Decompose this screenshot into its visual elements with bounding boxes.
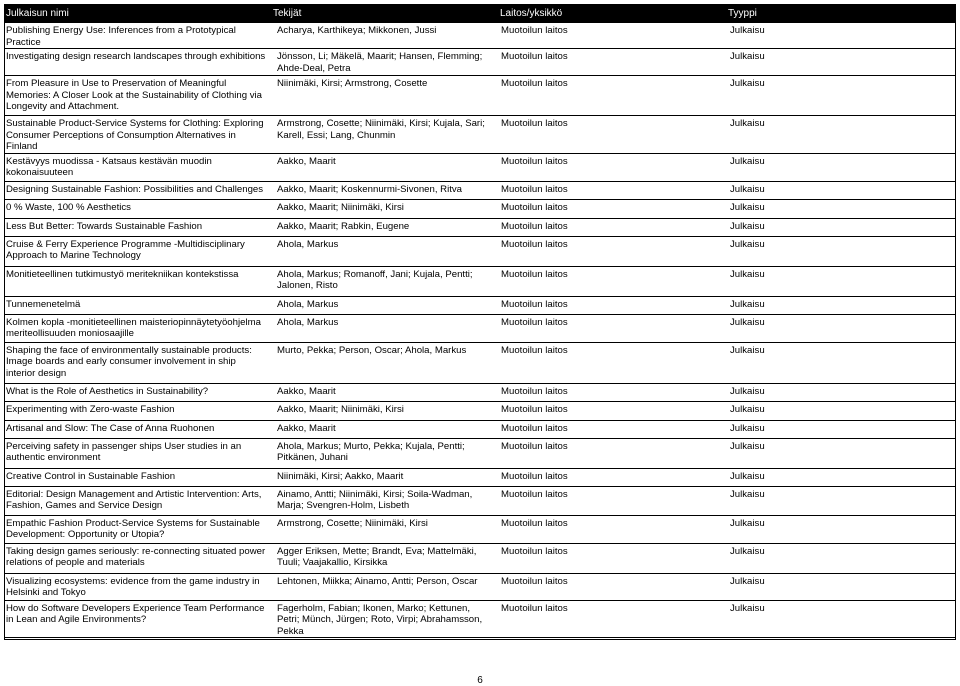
- table-row: [5, 116, 956, 154]
- table-row: [5, 266, 956, 296]
- table-row: [5, 573, 956, 600]
- publication-title-cell: Designing Sustainable Fashion: Possibilities and Challenges: [5, 181, 272, 199]
- table-row: [5, 49, 956, 76]
- department-cell: Muotoilun laitos: [499, 116, 727, 154]
- publications-table-frame: [4, 4, 956, 640]
- table-row: [5, 543, 956, 573]
- department-cell: Muotoilun laitos: [499, 181, 727, 199]
- publication-title-cell: What is the Role of Aesthetics in Sustainability?: [5, 383, 272, 401]
- department-cell: Muotoilun laitos: [499, 23, 727, 49]
- table-row: [5, 486, 956, 515]
- department-cell: Muotoilun laitos: [499, 76, 727, 116]
- type-cell: Julkaisu: [727, 296, 956, 314]
- publication-title-cell: Taking design games seriously: re-connecting situated power relations of people and materials: [5, 543, 272, 573]
- publication-title-cell: Sustainable Product-Service Systems for Clothing: Exploring Consumer Perceptions of Consumption Alternatives in Finland: [5, 116, 272, 154]
- type-cell: Julkaisu: [727, 420, 956, 438]
- type-cell: Julkaisu: [727, 600, 956, 638]
- authors-cell: Niinimäki, Kirsi; Armstrong, Cosette: [272, 76, 499, 116]
- type-cell: Julkaisu: [727, 401, 956, 420]
- table-row: [5, 468, 956, 486]
- table-row: [5, 199, 956, 218]
- authors-cell: Niinimäki, Kirsi; Aakko, Maarit: [272, 468, 499, 486]
- type-cell: Julkaisu: [727, 199, 956, 218]
- authors-cell: Ahola, Markus: [272, 236, 499, 266]
- type-cell: Julkaisu: [727, 116, 956, 154]
- header-publication-name: Julkaisun nimi: [5, 5, 272, 23]
- publication-title-cell: Kolmen kopla -monitieteellinen maisteriopinnäytetyöohjelma meriteollisuuden moniosaajille: [5, 314, 272, 342]
- type-cell: Julkaisu: [727, 515, 956, 543]
- authors-cell: Aakko, Maarit; Rabkin, Eugene: [272, 218, 499, 236]
- department-cell: Muotoilun laitos: [499, 218, 727, 236]
- publication-title-cell: Visualizing ecosystems: evidence from the game industry in Helsinki and Tokyo: [5, 573, 272, 600]
- authors-cell: Fagerholm, Fabian; Ikonen, Marko; Kettunen, Petri; Münch, Jürgen; Roto, Virpi; Abrahamsson, Pekka: [272, 600, 499, 638]
- table-row: [5, 401, 956, 420]
- authors-cell: Aakko, Maarit: [272, 153, 499, 181]
- publication-title-cell: Experimenting with Zero-waste Fashion: [5, 401, 272, 420]
- type-cell: Julkaisu: [727, 236, 956, 266]
- authors-cell: Aakko, Maarit: [272, 420, 499, 438]
- type-cell: Julkaisu: [727, 49, 956, 76]
- table-row: [5, 342, 956, 383]
- publication-title-cell: Investigating design research landscapes through exhibitions: [5, 49, 272, 76]
- type-cell: Julkaisu: [727, 76, 956, 116]
- authors-cell: Aakko, Maarit; Niinimäki, Kirsi: [272, 401, 499, 420]
- authors-cell: Acharya, Karthikeya; Mikkonen, Jussi: [272, 23, 499, 49]
- publication-title-cell: Kestävyys muodissa - Katsaus kestävän muodin kokonaisuuteen: [5, 153, 272, 181]
- department-cell: Muotoilun laitos: [499, 486, 727, 515]
- department-cell: Muotoilun laitos: [499, 438, 727, 468]
- authors-cell: Ahola, Markus; Murto, Pekka; Kujala, Pentti; Pitkänen, Juhani: [272, 438, 499, 468]
- type-cell: Julkaisu: [727, 573, 956, 600]
- table-body: [5, 23, 956, 638]
- authors-cell: Lehtonen, Miikka; Ainamo, Antti; Person, Oscar: [272, 573, 499, 600]
- table-row: [5, 383, 956, 401]
- department-cell: Muotoilun laitos: [499, 420, 727, 438]
- type-cell: Julkaisu: [727, 383, 956, 401]
- authors-cell: Armstrong, Cosette; Niinimäki, Kirsi; Kujala, Sari; Karell, Essi; Lang, Chunmin: [272, 116, 499, 154]
- table-row: [5, 600, 956, 638]
- table-row: [5, 438, 956, 468]
- department-cell: Muotoilun laitos: [499, 515, 727, 543]
- header-authors: Tekijät: [272, 5, 499, 23]
- publication-title-cell: Tunnemenetelmä: [5, 296, 272, 314]
- table-row: [5, 181, 956, 199]
- department-cell: Muotoilun laitos: [499, 199, 727, 218]
- department-cell: Muotoilun laitos: [499, 314, 727, 342]
- type-cell: Julkaisu: [727, 218, 956, 236]
- department-cell: Muotoilun laitos: [499, 236, 727, 266]
- type-cell: Julkaisu: [727, 181, 956, 199]
- type-cell: Julkaisu: [727, 486, 956, 515]
- page-number: 6: [477, 675, 483, 686]
- publication-title-cell: Editorial: Design Management and Artistic Intervention: Arts, Fashion, Games and Service Design: [5, 486, 272, 515]
- publication-title-cell: How do Software Developers Experience Team Performance in Lean and Agile Environments?: [5, 600, 272, 638]
- publication-title-cell: Publishing Energy Use: Inferences from a Prototypical Practice: [5, 23, 272, 49]
- publication-title-cell: Creative Control in Sustainable Fashion: [5, 468, 272, 486]
- department-cell: Muotoilun laitos: [499, 342, 727, 383]
- publication-title-cell: 0 % Waste, 100 % Aesthetics: [5, 199, 272, 218]
- department-cell: Muotoilun laitos: [499, 49, 727, 76]
- publication-title-cell: Shaping the face of environmentally sustainable products: Image boards and early consumer involvement in ship interior design: [5, 342, 272, 383]
- publication-title-cell: Artisanal and Slow: The Case of Anna Ruohonen: [5, 420, 272, 438]
- type-cell: Julkaisu: [727, 314, 956, 342]
- department-cell: Muotoilun laitos: [499, 296, 727, 314]
- table-header-row: [5, 5, 956, 23]
- publications-table: [5, 5, 956, 638]
- table-row: [5, 153, 956, 181]
- table-row: [5, 515, 956, 543]
- table-row: [5, 314, 956, 342]
- department-cell: Muotoilun laitos: [499, 153, 727, 181]
- authors-cell: Armstrong, Cosette; Niinimäki, Kirsi: [272, 515, 499, 543]
- authors-cell: Ahola, Markus: [272, 314, 499, 342]
- authors-cell: Ahola, Markus: [272, 296, 499, 314]
- publication-title-cell: Perceiving safety in passenger ships User studies in an authentic environment: [5, 438, 272, 468]
- authors-cell: Aakko, Maarit; Niinimäki, Kirsi: [272, 199, 499, 218]
- type-cell: Julkaisu: [727, 266, 956, 296]
- type-cell: Julkaisu: [727, 468, 956, 486]
- publication-title-cell: Less But Better: Towards Sustainable Fashion: [5, 218, 272, 236]
- table-row: [5, 76, 956, 116]
- publication-title-cell: From Pleasure in Use to Preservation of Meaningful Memories: A Closer Look at the Sustainability of Clothing via Longevity and Attachment.: [5, 76, 272, 116]
- department-cell: Muotoilun laitos: [499, 401, 727, 420]
- publication-title-cell: Cruise & Ferry Experience Programme -Multidisciplinary Approach to Marine Technology: [5, 236, 272, 266]
- type-cell: Julkaisu: [727, 342, 956, 383]
- type-cell: Julkaisu: [727, 543, 956, 573]
- authors-cell: Agger Eriksen, Mette; Brandt, Eva; Mattelmäki, Tuuli; Vaajakallio, Kirsikka: [272, 543, 499, 573]
- header-type: Tyyppi: [727, 5, 956, 23]
- publication-title-cell: Monitieteellinen tutkimustyö meritekniikan kontekstissa: [5, 266, 272, 296]
- type-cell: Julkaisu: [727, 23, 956, 49]
- header-department: Laitos/yksikkö: [499, 5, 727, 23]
- authors-cell: Ainamo, Antti; Niinimäki, Kirsi; Soila-Wadman, Marja; Svengren-Holm, Lisbeth: [272, 486, 499, 515]
- department-cell: Muotoilun laitos: [499, 543, 727, 573]
- type-cell: Julkaisu: [727, 438, 956, 468]
- authors-cell: Aakko, Maarit: [272, 383, 499, 401]
- publication-title-cell: Empathic Fashion Product-Service Systems for Sustainable Development: Opportunity or Utopia?: [5, 515, 272, 543]
- table-row: [5, 218, 956, 236]
- authors-cell: Jönsson, Li; Mäkelä, Maarit; Hansen, Flemming; Ahde-Deal, Petra: [272, 49, 499, 76]
- department-cell: Muotoilun laitos: [499, 468, 727, 486]
- type-cell: Julkaisu: [727, 153, 956, 181]
- department-cell: Muotoilun laitos: [499, 266, 727, 296]
- department-cell: Muotoilun laitos: [499, 600, 727, 638]
- table-row: [5, 236, 956, 266]
- authors-cell: Ahola, Markus; Romanoff, Jani; Kujala, Pentti; Jalonen, Risto: [272, 266, 499, 296]
- table-row: [5, 23, 956, 49]
- department-cell: Muotoilun laitos: [499, 573, 727, 600]
- department-cell: Muotoilun laitos: [499, 383, 727, 401]
- authors-cell: Murto, Pekka; Person, Oscar; Ahola, Markus: [272, 342, 499, 383]
- authors-cell: Aakko, Maarit; Koskennurmi-Sivonen, Ritva: [272, 181, 499, 199]
- table-row: [5, 296, 956, 314]
- table-row: [5, 420, 956, 438]
